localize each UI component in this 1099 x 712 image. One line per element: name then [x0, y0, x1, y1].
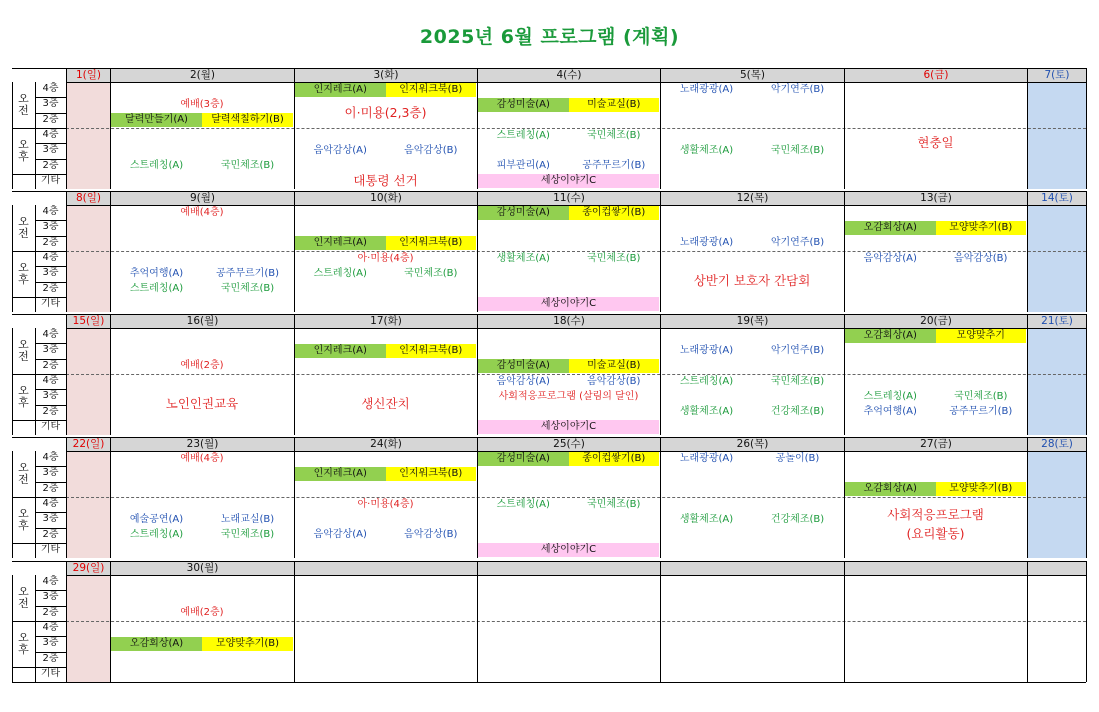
am-pm-divider — [12, 497, 35, 498]
etc-divider — [12, 420, 35, 421]
program-item: 음악감상(B) — [587, 375, 641, 387]
program-item: 생신잔치 — [361, 396, 410, 412]
program-item: 생활체조(A) — [496, 252, 550, 264]
floor-label: 4층 — [42, 83, 59, 94]
floor-divider — [35, 636, 66, 637]
program-item: 스트레칭(A) — [863, 390, 917, 402]
day-header — [295, 561, 477, 575]
sunday-column — [66, 451, 110, 558]
header-line — [66, 575, 1086, 576]
day-header: 2(월) — [111, 68, 294, 82]
floor-label: 4층 — [42, 621, 59, 633]
program-item: 예배(3층) — [180, 98, 224, 110]
program-item: 모양맞추기(B) — [936, 221, 1027, 235]
saturday-column — [1027, 328, 1086, 435]
day-header: 1(일) — [67, 68, 110, 82]
day-header — [845, 561, 1027, 575]
floor-label: 2층 — [42, 606, 59, 618]
day-header: 30(월) — [111, 561, 294, 575]
program-item: 인지워크북(B) — [386, 83, 477, 97]
floor-divider — [35, 128, 66, 129]
floor-divider — [35, 389, 66, 390]
bottom-line — [12, 682, 1086, 683]
col-line — [1086, 561, 1087, 682]
program-item: 인지레크(A) — [295, 236, 386, 250]
day-header: 22(일) — [67, 437, 110, 451]
left-edge — [12, 328, 13, 435]
day-header: 14(토) — [1028, 191, 1086, 205]
col-line — [66, 561, 67, 682]
day-header: 3(화) — [295, 68, 477, 82]
day-header: 13(금) — [845, 191, 1027, 205]
floor-label: 3층 — [42, 637, 59, 649]
pm-label: 오 후 — [18, 631, 29, 656]
program-item: 스트레칭(A) — [679, 375, 734, 387]
program-item: 국민체조(B) — [587, 252, 641, 264]
day-header: 4(수) — [478, 68, 660, 82]
etc-divider — [12, 667, 35, 668]
floor-divider — [35, 606, 66, 607]
program-item: 스트레칭(A) — [129, 160, 184, 172]
program-item: 노래교실(B) — [220, 513, 275, 525]
col-line — [660, 561, 661, 682]
day-header: 17(화) — [295, 314, 477, 328]
program-item: 음악감상(B) — [404, 144, 458, 156]
program-item: 음악감상(A) — [313, 529, 367, 541]
day-header: 25(수) — [478, 437, 660, 451]
floor-label: 3층 — [42, 513, 59, 525]
program-item: 생활체조(A) — [679, 144, 734, 156]
program-item: 미술교실(B) — [569, 359, 660, 373]
floor-label: 4층 — [42, 576, 59, 587]
floor-divider — [35, 251, 66, 252]
pm-label: 오 후 — [18, 507, 29, 532]
floor-label: 4층 — [42, 329, 59, 340]
sunday-column — [66, 205, 110, 312]
floor-label: 4층 — [42, 452, 59, 463]
floor-label: 기타 — [40, 420, 61, 432]
floor-divider — [35, 528, 66, 529]
floor-label: 2층 — [42, 236, 59, 248]
day-header: 21(토) — [1028, 314, 1086, 328]
header-line — [66, 82, 1086, 83]
program-item: 노래광광(A) — [679, 83, 734, 95]
program-item: 생활체조(A) — [679, 513, 734, 525]
program-item: 예술공연(A) — [129, 513, 184, 525]
day-header: 23(월) — [111, 437, 294, 451]
program-item: 음악감상(A) — [313, 144, 367, 156]
week-top-line — [12, 437, 1086, 438]
page-title: 2025년 6월 프로그램 (계획) — [419, 26, 680, 48]
ap-edge — [35, 82, 36, 189]
program-item: 피부관리(A) — [496, 160, 550, 172]
program-item: 국민체조(B) — [220, 160, 275, 172]
floor-divider — [35, 143, 66, 144]
floor-divider — [35, 543, 66, 544]
floor-label: 3층 — [42, 98, 59, 110]
floor-divider — [35, 512, 66, 513]
floor-label: 4층 — [42, 128, 59, 140]
program-item: 국민체조(B) — [770, 375, 825, 387]
program-item: 이·미용(2,3층) — [344, 104, 427, 120]
program-item: 세상이야기C — [478, 174, 659, 188]
day-header: 7(토) — [1028, 68, 1086, 82]
floor-label: 2층 — [42, 405, 59, 417]
program-item: 미술교실(B) — [569, 98, 660, 112]
sunday-column — [66, 82, 110, 189]
week-top-line — [12, 191, 1086, 192]
pm-label: 오 후 — [18, 261, 29, 286]
program-item: 세상이야기C — [478, 543, 659, 557]
program-item: 사회적응프로그램 (살림의 달인) — [498, 390, 639, 402]
program-item: 세상이야기C — [478, 420, 659, 434]
program-item: 노래광광(A) — [679, 344, 734, 356]
program-item: 사회적응프로그램 — [887, 507, 984, 523]
day-header: 19(목) — [661, 314, 844, 328]
program-item: 달력색칠하기(B) — [202, 113, 293, 127]
program-item: 종이컵쌓기(B) — [569, 452, 660, 466]
program-item: 국민체조(B) — [404, 267, 458, 279]
week-top-line — [12, 68, 1086, 69]
floor-label: 기타 — [40, 297, 61, 309]
program-item: 공주무르기(B) — [949, 406, 1013, 418]
floor-divider — [35, 97, 66, 98]
day-header: 29(일) — [67, 561, 110, 575]
floor-divider — [35, 466, 66, 467]
am-pm-divider — [12, 251, 35, 252]
program-item: 악기연주(B) — [770, 344, 825, 356]
day-header: 8(일) — [67, 191, 110, 205]
floor-divider — [35, 667, 66, 668]
floor-label: 3층 — [42, 267, 59, 279]
program-item: 인지레크(A) — [295, 83, 386, 97]
program-item: 국민체조(B) — [954, 390, 1008, 402]
program-item: 아·미용(4층) — [357, 252, 414, 264]
col-line — [660, 191, 661, 312]
program-item: 국민체조(B) — [587, 129, 641, 141]
day-header: 12(목) — [661, 191, 844, 205]
week-top-line — [12, 314, 1086, 315]
program-item: 악기연주(B) — [770, 83, 825, 95]
floor-label: 3층 — [42, 221, 59, 233]
program-item: 감성미술(A) — [478, 98, 569, 112]
day-header — [478, 561, 660, 575]
col-line — [66, 314, 67, 435]
program-item: 추억여행(A) — [863, 406, 917, 418]
program-item: 국민체조(B) — [587, 498, 641, 510]
day-header: 16(월) — [111, 314, 294, 328]
program-item: 인지워크북(B) — [386, 236, 477, 250]
sunday-column — [66, 328, 110, 435]
day-header: 11(수) — [478, 191, 660, 205]
col-line — [1027, 437, 1028, 558]
floor-divider — [35, 374, 66, 375]
program-item: 악기연주(B) — [770, 237, 825, 249]
program-item: 예배(4층) — [180, 452, 224, 464]
col-line — [844, 561, 845, 682]
program-item: 인지워크북(B) — [386, 467, 477, 481]
floor-divider — [35, 174, 66, 175]
program-item: 감성미술(A) — [478, 452, 569, 466]
floor-label: 2층 — [42, 652, 59, 664]
floor-label: 2층 — [42, 113, 59, 125]
program-item: 국민체조(B) — [220, 283, 275, 295]
program-item: 오감회상(A) — [845, 482, 936, 496]
col-line — [110, 561, 111, 682]
col-line — [66, 437, 67, 558]
program-item: 오감회상(A) — [845, 329, 936, 343]
day-header: 5(목) — [661, 68, 844, 82]
etc-divider — [12, 543, 35, 544]
saturday-column — [1027, 205, 1086, 312]
floor-label: 2층 — [42, 528, 59, 540]
col-line — [477, 561, 478, 682]
floor-divider — [35, 590, 66, 591]
program-item: 달력만들기(A) — [111, 113, 202, 127]
floor-divider — [35, 652, 66, 653]
am-label: 오 전 — [18, 338, 29, 363]
col-line — [1086, 191, 1087, 312]
am-label: 오 전 — [18, 92, 29, 117]
program-item: 오감회상(A) — [845, 221, 936, 235]
floor-label: 3층 — [42, 591, 59, 603]
floor-label: 4층 — [42, 497, 59, 509]
program-item: 스트레칭(A) — [496, 129, 550, 141]
program-item: 모양맞추기(B) — [202, 637, 293, 651]
program-item: 음악감상(A) — [496, 375, 550, 387]
day-header — [1028, 561, 1086, 575]
floor-label: 3층 — [42, 390, 59, 402]
floor-label: 3층 — [42, 467, 59, 479]
program-item: 스트레칭(A) — [313, 267, 367, 279]
saturday-column — [1027, 82, 1086, 189]
program-item: 감성미술(A) — [478, 206, 569, 220]
ap-edge — [35, 451, 36, 558]
am-label: 오 전 — [18, 461, 29, 486]
floor-divider — [35, 159, 66, 160]
program-item: 예배(2층) — [180, 360, 224, 372]
floor-divider — [35, 420, 66, 421]
program-item: 인지레크(A) — [295, 344, 386, 358]
program-item: 상반기 보호자 간담회 — [693, 273, 811, 289]
program-item: 노래광광(A) — [679, 452, 734, 464]
day-header: 15(일) — [67, 314, 110, 328]
col-line — [1086, 437, 1087, 558]
floor-divider — [35, 359, 66, 360]
day-header: 10(화) — [295, 191, 477, 205]
floor-divider — [35, 497, 66, 498]
program-item: 예배(4층) — [180, 206, 224, 218]
program-item: 종이컵쌓기(B) — [569, 206, 660, 220]
day-header: 6(금) — [845, 68, 1027, 82]
sunday-column — [66, 575, 110, 682]
program-item: 스트레칭(A) — [129, 529, 184, 541]
floor-divider — [35, 297, 66, 298]
floor-label: 4층 — [42, 374, 59, 386]
saturday-column — [1027, 451, 1086, 558]
program-item: 공주무르기(B) — [216, 267, 279, 279]
program-item: 생활체조(A) — [679, 406, 734, 418]
program-item: 현충일 — [917, 135, 954, 151]
program-item: 음악감상(B) — [404, 529, 458, 541]
col-line — [1027, 561, 1028, 682]
program-item: 국민체조(B) — [770, 144, 825, 156]
left-edge — [12, 82, 13, 189]
program-item: 공주무르기(B) — [582, 160, 646, 172]
floor-divider — [35, 266, 66, 267]
am-pm-divider — [12, 621, 35, 622]
col-line — [66, 68, 67, 189]
floor-label: 기타 — [40, 543, 61, 555]
program-item: 건강체조(B) — [770, 406, 825, 418]
etc-divider — [12, 174, 35, 175]
etc-divider — [12, 297, 35, 298]
week-top-line — [12, 561, 1086, 562]
program-item: 대통령 선거 — [353, 173, 418, 189]
floor-label: 2층 — [42, 359, 59, 371]
program-item: 스트레칭(A) — [129, 283, 184, 295]
floor-label: 2층 — [42, 282, 59, 294]
col-line — [294, 314, 295, 435]
floor-divider — [35, 621, 66, 622]
program-item: 국민체조(B) — [220, 529, 275, 541]
program-item: 아·미용(4층) — [357, 498, 414, 510]
day-header: 9(월) — [111, 191, 294, 205]
col-line — [66, 191, 67, 312]
floor-divider — [35, 236, 66, 237]
left-edge — [12, 575, 13, 682]
floor-divider — [35, 405, 66, 406]
col-line — [1086, 314, 1087, 435]
col-line — [1027, 314, 1028, 435]
ap-edge — [35, 575, 36, 682]
program-item: 감성미술(A) — [478, 359, 569, 373]
program-item: 음악감상(B) — [954, 252, 1008, 264]
program-item: 인지워크북(B) — [386, 344, 477, 358]
floor-label: 4층 — [42, 206, 59, 217]
col-line — [110, 314, 111, 435]
floor-label: 3층 — [42, 344, 59, 356]
col-line — [844, 68, 845, 189]
day-header: 18(수) — [478, 314, 660, 328]
program-item: 모양맞추기(B) — [936, 482, 1027, 496]
floor-divider — [35, 282, 66, 283]
program-item: 세상이야기C — [478, 297, 659, 311]
program-item: 노인인권교육 — [165, 396, 239, 412]
day-header — [661, 561, 844, 575]
col-line — [294, 561, 295, 682]
floor-label: 3층 — [42, 144, 59, 156]
program-item: 건강체조(B) — [770, 513, 825, 525]
floor-divider — [35, 343, 66, 344]
day-header: 27(금) — [845, 437, 1027, 451]
program-item: 모양맞추기 — [936, 329, 1027, 343]
program-item: 음악감상(A) — [863, 252, 917, 264]
ap-edge — [35, 205, 36, 312]
floor-label: 기타 — [40, 667, 61, 679]
program-item: 예배(2층) — [180, 607, 224, 619]
am-pm-divider — [12, 128, 35, 129]
program-item: (요리활동) — [906, 525, 965, 541]
floor-label: 4층 — [42, 251, 59, 263]
program-item: 추억여행(A) — [129, 267, 184, 279]
floor-divider — [35, 220, 66, 221]
left-edge — [12, 451, 13, 558]
floor-divider — [35, 113, 66, 114]
col-line — [1027, 68, 1028, 189]
am-label: 오 전 — [18, 585, 29, 610]
floor-label: 기타 — [40, 174, 61, 186]
program-item: 인지레크(A) — [295, 467, 386, 481]
left-edge — [12, 205, 13, 312]
day-header: 26(목) — [661, 437, 844, 451]
am-pm-divider — [12, 374, 35, 375]
day-header: 28(토) — [1028, 437, 1086, 451]
day-header: 24(화) — [295, 437, 477, 451]
am-pm-dashed — [66, 621, 1086, 622]
program-item: 노래광광(A) — [679, 237, 734, 249]
pm-label: 오 후 — [18, 384, 29, 409]
program-item: 공놀이(B) — [775, 452, 820, 464]
floor-label: 2층 — [42, 482, 59, 494]
am-label: 오 전 — [18, 215, 29, 240]
ap-edge — [35, 328, 36, 435]
day-header: 20(금) — [845, 314, 1027, 328]
pm-label: 오 후 — [18, 138, 29, 163]
floor-divider — [35, 482, 66, 483]
floor-label: 2층 — [42, 159, 59, 171]
col-line — [1027, 191, 1028, 312]
col-line — [1086, 68, 1087, 189]
program-item: 스트레칭(A) — [496, 498, 550, 510]
program-item: 오감회상(A) — [111, 637, 202, 651]
